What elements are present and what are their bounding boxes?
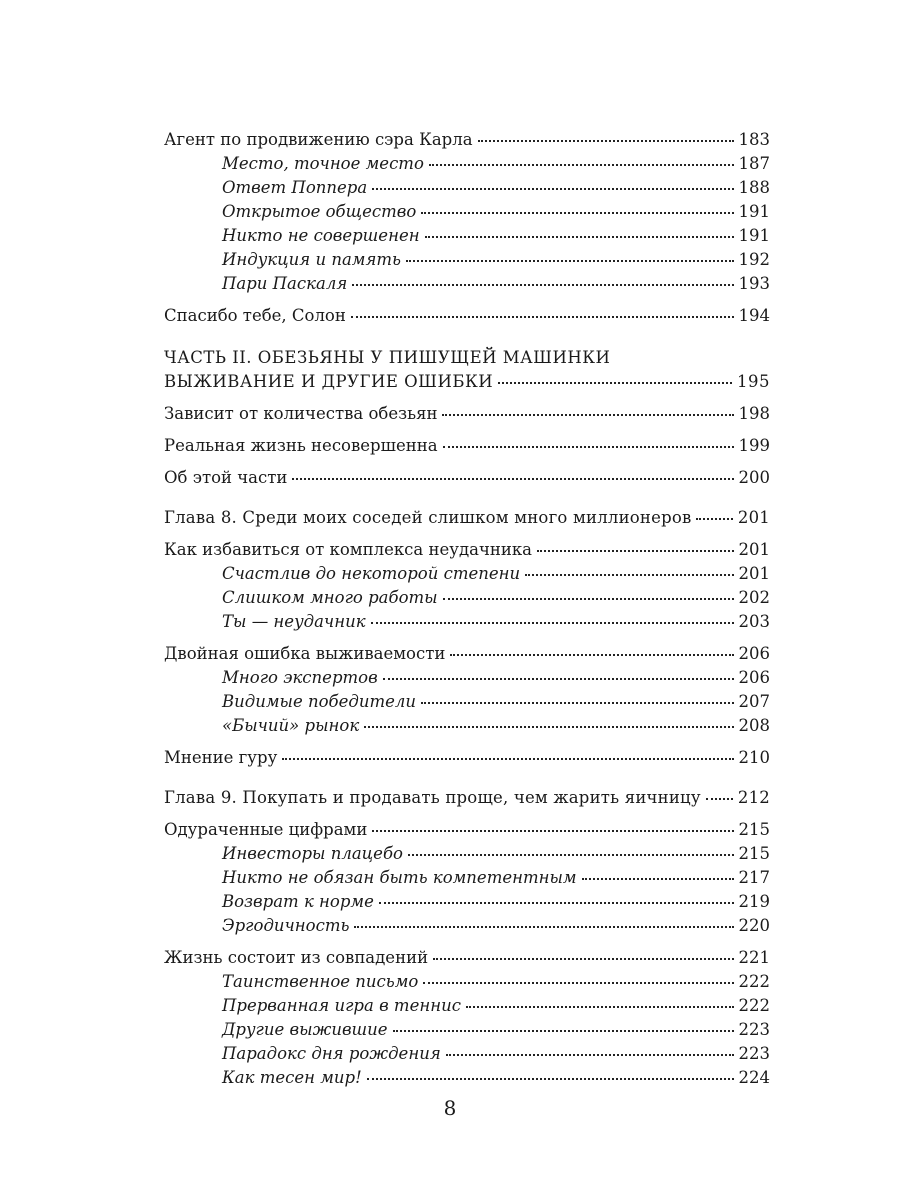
toc-entry-page: 198	[738, 404, 770, 423]
toc-entry-page: 203	[738, 612, 770, 631]
dot-leader	[443, 446, 734, 448]
dot-leader	[450, 654, 733, 656]
toc-entry[interactable]	[164, 370, 770, 394]
toc-entry-page: 217	[738, 868, 770, 887]
toc-subentry[interactable]	[164, 994, 770, 1018]
toc-chapter[interactable]	[164, 506, 770, 530]
toc-entry-title: Глава 9. Покупать и продавать проще, чем жарить яичницу	[164, 788, 701, 807]
dot-leader	[433, 958, 733, 960]
dot-leader	[446, 1054, 734, 1056]
toc-entry-title: Ты — неудачник	[222, 612, 366, 631]
dot-leader	[292, 478, 733, 480]
toc-subentry[interactable]	[164, 586, 770, 610]
dot-leader	[282, 758, 733, 760]
toc-entry-page: 199	[738, 436, 770, 455]
toc-entry-page: 192	[738, 250, 770, 269]
toc-entry-title: Никто не совершенен	[222, 226, 420, 245]
toc-entry-page: 183	[738, 130, 770, 149]
toc-entry-title: Пари Паскаля	[222, 274, 348, 293]
toc-subentry[interactable]	[164, 200, 770, 224]
toc-entry-page: 200	[738, 468, 770, 487]
toc-entry-title: Возврат к норме	[222, 892, 374, 911]
toc-entry-title: Много экспертов	[222, 668, 378, 687]
toc-entry-title: Агент по продвижению сэра Карла	[164, 130, 473, 149]
dot-leader	[421, 702, 734, 704]
dot-leader	[379, 902, 734, 904]
toc-entry-title: Место, точное место	[222, 154, 424, 173]
toc-entry-page: 222	[738, 996, 770, 1015]
toc-subentry[interactable]	[164, 1018, 770, 1042]
toc-entry-page: 215	[738, 820, 770, 839]
toc-entry-page: 215	[738, 844, 770, 863]
toc-entry-title: Индукция и память	[222, 250, 402, 269]
toc-entry-page: 207	[738, 692, 770, 711]
dot-leader	[371, 622, 734, 624]
toc-subentry[interactable]	[164, 176, 770, 200]
dot-leader	[425, 236, 734, 238]
toc-entry-page: 208	[738, 716, 770, 735]
toc-subentry[interactable]	[164, 914, 770, 938]
dot-leader	[372, 830, 733, 832]
toc-entry-title: Как избавиться от комплекса неудачника	[164, 540, 533, 559]
dot-leader	[696, 518, 732, 520]
toc-entry-page: 202	[738, 588, 770, 607]
dot-leader	[351, 316, 734, 318]
toc-entry-title: Ответ Поппера	[222, 178, 368, 197]
toc-entry-page: 191	[738, 202, 770, 221]
dot-leader	[364, 726, 733, 728]
dot-leader	[582, 878, 734, 880]
toc-subentry[interactable]	[164, 1066, 770, 1090]
dot-leader	[525, 574, 733, 576]
toc-entry-page: 201	[737, 508, 770, 527]
dot-leader	[429, 164, 734, 166]
dot-leader	[466, 1006, 734, 1008]
toc-entry-page: 206	[738, 644, 770, 663]
toc-entry[interactable]	[164, 402, 770, 426]
toc-entry-title: Глава 8. Среди моих соседей слишком много миллионеров	[164, 508, 692, 527]
toc-entry-title: Одураченные цифрами	[164, 820, 368, 839]
toc-entry-page: 195	[737, 372, 770, 391]
toc-entry-page: 194	[738, 306, 770, 325]
toc-entry-page: 222	[738, 972, 770, 991]
toc-entry-title: Жизнь состоит из совпадений	[164, 948, 429, 967]
toc-entry-title: Реальная жизнь несовершенна	[164, 436, 438, 455]
toc-entry-page: 193	[738, 274, 770, 293]
toc-entry[interactable]	[164, 128, 770, 152]
dot-leader	[393, 1030, 734, 1032]
toc-entry-title: Открытое общество	[222, 202, 417, 221]
toc-entry-page: 206	[738, 668, 770, 687]
toc-entry-page: 187	[738, 154, 770, 173]
table-of-contents	[164, 128, 770, 1090]
toc-entry-page: 220	[738, 916, 770, 935]
toc-subentry[interactable]	[164, 690, 770, 714]
toc-entry-title: «Бычий» рынок	[222, 716, 360, 735]
toc-entry-title: Инвесторы плацебо	[222, 844, 403, 863]
toc-entry-title: Никто не обязан быть компетентным	[222, 868, 577, 887]
toc-subentry[interactable]	[164, 152, 770, 176]
toc-entry-page: 212	[737, 788, 770, 807]
toc-entry[interactable]	[164, 946, 770, 970]
toc-entry-title: Об этой части	[164, 468, 288, 487]
toc-subentry[interactable]	[164, 272, 770, 296]
dot-leader	[408, 854, 734, 856]
dot-leader	[354, 926, 733, 928]
toc-entry-page: 201	[738, 540, 770, 559]
toc-subentry[interactable]	[164, 610, 770, 634]
toc-entry-title: Зависит от количества обезьян	[164, 404, 438, 423]
toc-subentry[interactable]	[164, 970, 770, 994]
dot-leader	[406, 260, 733, 262]
part-heading: ЧАСТЬ II. ОБЕЗЬЯНЫ У ПИШУЩЕЙ МАШИНКИ	[164, 348, 611, 367]
toc-entry-page: 188	[738, 178, 770, 197]
toc-subentry[interactable]	[164, 248, 770, 272]
toc-entry-title: Двойная ошибка выживаемости	[164, 644, 446, 663]
toc-entry-title: Слишком много работы	[222, 588, 438, 607]
toc-entry-title: Как тесен мир!	[222, 1068, 362, 1087]
toc-entry[interactable]	[164, 642, 770, 666]
toc-entry-page: 201	[738, 564, 770, 583]
toc-entry-title: Мнение гуру	[164, 748, 278, 767]
toc-entry-title: Счастлив до некоторой степени	[222, 564, 521, 583]
toc-subentry[interactable]	[164, 714, 770, 738]
dot-leader	[442, 414, 733, 416]
dot-leader	[383, 678, 734, 680]
toc-subentry[interactable]	[164, 890, 770, 914]
toc-entry-page: 191	[738, 226, 770, 245]
toc-entry-title: Другие выжившие	[222, 1020, 388, 1039]
dot-leader	[537, 550, 733, 552]
dot-leader	[421, 212, 733, 214]
toc-subentry[interactable]	[164, 1042, 770, 1066]
toc-entry-page: 219	[738, 892, 770, 911]
toc-subentry[interactable]	[164, 842, 770, 866]
toc-entry-title: ВЫЖИВАНИЕ И ДРУГИЕ ОШИБКИ	[164, 372, 494, 391]
dot-leader	[498, 382, 732, 384]
toc-entry-page: 210	[738, 748, 770, 767]
toc-subentry[interactable]	[164, 562, 770, 586]
toc-entry-title: Видимые победители	[222, 692, 416, 711]
toc-entry-page: 224	[738, 1068, 770, 1087]
toc-subentry[interactable]	[164, 666, 770, 690]
toc-entry-page: 223	[738, 1020, 770, 1039]
toc-entry-title: Таинственное письмо	[222, 972, 419, 991]
toc-entry[interactable]	[164, 538, 770, 562]
toc-entry[interactable]	[164, 746, 770, 770]
dot-leader	[443, 598, 734, 600]
dot-leader	[423, 982, 733, 984]
dot-leader	[352, 284, 733, 286]
toc-entry[interactable]	[164, 818, 770, 842]
toc-entry-title: Прерванная игра в теннис	[222, 996, 461, 1015]
toc-chapter[interactable]	[164, 786, 770, 810]
dot-leader	[478, 140, 734, 142]
dot-leader	[372, 188, 733, 190]
toc-entry-title: Спасибо тебе, Солон	[164, 306, 346, 325]
dot-leader	[367, 1078, 734, 1080]
toc-entry-title: Эргодичность	[222, 916, 350, 935]
toc-entry-page: 221	[738, 948, 770, 967]
toc-entry[interactable]	[164, 304, 770, 328]
toc-entry[interactable]	[164, 466, 770, 490]
dot-leader	[706, 798, 733, 800]
toc-entry-title: Парадокс дня рождения	[222, 1044, 441, 1063]
toc-entry-page: 223	[738, 1044, 770, 1063]
page-number: 8	[443, 1096, 457, 1120]
toc-subentry[interactable]	[164, 866, 770, 890]
toc-entry[interactable]	[164, 434, 770, 458]
toc-subentry[interactable]	[164, 224, 770, 248]
